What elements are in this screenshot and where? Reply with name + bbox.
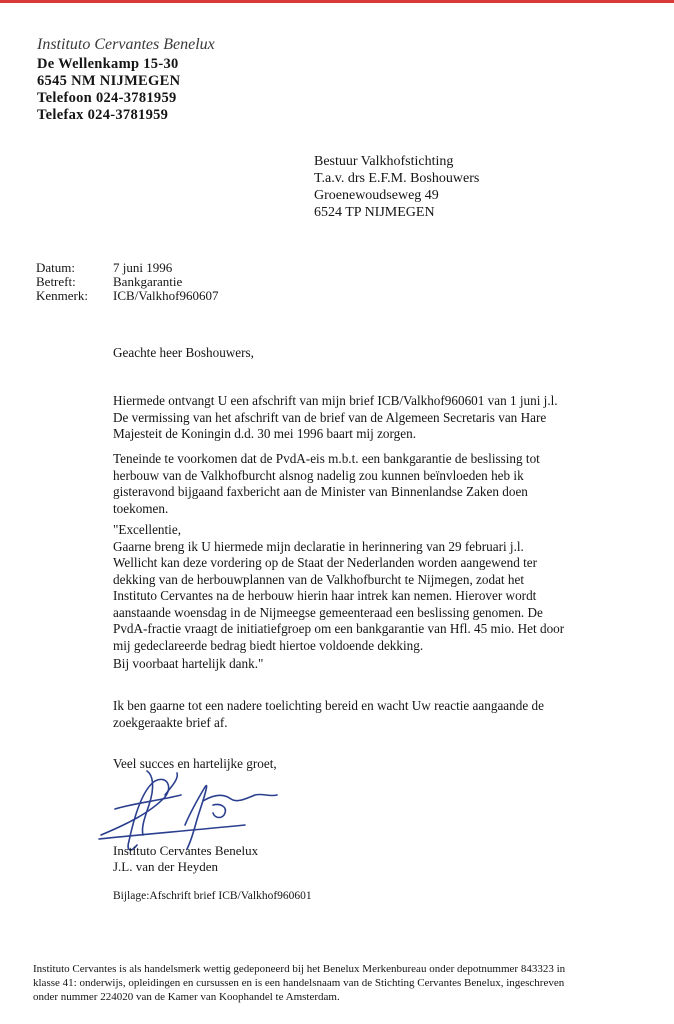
sender-city: 6545 NM NIJMEGEN <box>37 73 181 89</box>
paragraph-1 <box>113 393 613 443</box>
paragraph-3 <box>113 698 613 731</box>
quote-line: aanstaande woensdag in de Nijmeegse gemeenteraad een beslissing genomen. De <box>113 604 543 620</box>
closing: Veel succes en hartelijke groet, <box>113 756 277 771</box>
quote-line: Wellicht kan deze vordering op de Staat der Nederlanden worden aangewend ter <box>113 555 538 570</box>
quoted-fax <box>113 522 613 654</box>
paragraph-2-line: gisteravond bijgaand faxbericht aan de Minister van Binnenlandse Zaken doen <box>113 484 528 499</box>
reference-value: ICB/Valkhof960607 <box>113 288 219 303</box>
paragraph-2-line: herbouw van de Valkhofburcht alsnog nadelig zou kunnen beïnvloeden heb ik <box>113 467 524 483</box>
handwritten-signature <box>95 765 295 855</box>
footer-line: onder nummer 224020 van de Kamer van Koophandel te Amsterdam. <box>33 991 340 1003</box>
quote-closing: Bij voorbaat hartelijk dank." <box>113 656 264 671</box>
subject-label: Betreft: <box>36 274 76 289</box>
recipient-line-2: T.a.v. drs E.F.M. Boshouwers <box>314 171 480 186</box>
quote-line: mij gedeclareerde bedrag biedt hiertoe voldoende dekking. <box>113 637 424 653</box>
attachment-note: Bijlage:Afschrift brief ICB/Valkhof960601 <box>113 890 312 902</box>
paragraph-2-line: Teneinde te voorkomen dat de PvdA-eis m.b.t. een bankgarantie de beslissing tot <box>113 451 540 466</box>
paragraph-2-line: toekomen. <box>113 500 169 516</box>
paragraph-1-line: Majesteit de Koningin d.d. 30 mei 1996 baart mij zorgen. <box>113 426 417 441</box>
date-label: Datum: <box>36 260 75 275</box>
recipient-line-1: Bestuur Valkhofstichting <box>314 154 454 169</box>
footer-line: klasse 41: onderwijs, opleidingen en cursussen en is een handelsnaam van de Stichting Cervantes Benelux, ingeschreven <box>33 977 565 989</box>
footer-line: Instituto Cervantes is als handelsmerk wettig gedeponeerd bij het Benelux Merkenbureau onder depotnummer 843323 in <box>33 963 566 975</box>
quote-line: dekking van de herbouwplannen van de Valkhofburcht te Nijmegen, zodat het <box>113 571 525 587</box>
signatory-name: J.L. van der Heyden <box>113 859 219 874</box>
sender-phone: Telefoon 024-3781959 <box>37 90 177 106</box>
paragraph-2 <box>113 451 613 517</box>
reference-label: Kenmerk: <box>36 288 88 303</box>
sender-org: Instituto Cervantes Benelux <box>37 36 215 53</box>
recipient-line-4: 6524 TP NIJMEGEN <box>314 205 435 220</box>
quote-line: Instituto Cervantes na de herbouw hierin haar intrek kan nemen. Hierover wordt <box>113 588 537 603</box>
top-red-rule <box>0 0 674 3</box>
subject-value: Bankgarantie <box>113 274 183 289</box>
paragraph-1-line: Hiermede ontvangt U een afschrift van mijn brief ICB/Valkhof960601 van 1 juni j.l. <box>113 393 558 408</box>
quote-line: PvdA-fractie vraagt de initiatiefgroep om een bankgarantie van Hfl. 45 mio. Het door <box>113 621 565 636</box>
sender-street: De Wellenkamp 15-30 <box>37 56 179 72</box>
sender-fax: Telefax 024-3781959 <box>37 107 169 123</box>
quote-line: Gaarne breng ik U hiermede mijn declaratie in herinnering van 29 februari j.l. <box>113 538 524 554</box>
paragraph-1-line: De vermissing van het afschrift van de brief van de Algemeen Secretaris van Hare <box>113 409 547 425</box>
signatory-org: Instituto Cervantes Benelux <box>113 843 259 858</box>
recipient-line-3: Groenewoudseweg 49 <box>314 188 439 203</box>
paragraph-3-line: Ik ben gaarne tot een nadere toelichting bereid en wacht Uw reactie aangaande de <box>113 698 544 713</box>
salutation: Geachte heer Boshouwers, <box>113 345 254 360</box>
paragraph-3-line: zoekgeraakte brief af. <box>113 714 228 730</box>
date-value: 7 juni 1996 <box>113 260 173 275</box>
quote-line: "Excellentie, <box>113 522 181 537</box>
